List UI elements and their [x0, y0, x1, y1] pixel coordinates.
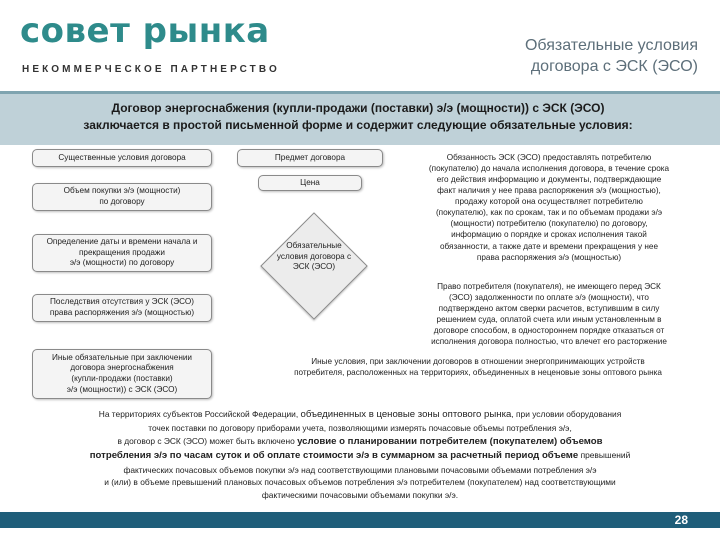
paragraph-line-2: точек поставки по договору приборами учета, позволяющими измерять почасовые объемы потребления э/э, [148, 423, 572, 434]
consequences-line-2: права распоряжения э/э (мощностью) [49, 308, 195, 317]
page-number: 28 [674, 513, 688, 527]
info-duty-text [398, 152, 700, 263]
page-title-line-1: Обязательные условия [524, 37, 698, 54]
paragraph-line-3 [20, 435, 700, 449]
page-title [378, 36, 698, 78]
other-required-line-3: (купли-продажи (поставки) [71, 374, 173, 383]
paragraph-line-5: фактических почасовых объемов покупки э/э над соответствующими плановыми почасовыми объемами потребления э/э [123, 464, 597, 475]
paragraph-line-7: фактическими почасовыми объемами покупки э/э. [261, 490, 459, 500]
info-duty-line-10: права распоряжения э/э (мощностью) [476, 252, 622, 262]
paragraph-line-3-a: в договор с ЭСК (ЭСО) может быть включено [117, 436, 298, 446]
paragraph-line-4-a: потребления э/э по часам суток и об оплате стоимости э/э в суммарном за расчетный период объеме [89, 450, 579, 462]
paragraph-line-1-a: На территориях субъектов Российской Федерации, [98, 409, 301, 419]
other-required-line-1: Иные обязательные при заключении [51, 352, 192, 362]
termination-line-5: договоре способом, в одностороннем порядке отказаться от [433, 326, 665, 336]
diamond-text [263, 241, 365, 273]
non-price-zone-line-1: Иные условия, при заключении договоров в отношении энергопринимающих устройств [311, 357, 645, 366]
termination-line-1: Право потребителя (покупателя), не имеющего перед ЭСК [437, 282, 661, 291]
central-diamond [261, 213, 367, 319]
other-required-line-4: э/э (мощности)) с ЭСК (ЭСО) [66, 384, 178, 394]
intro-text [18, 100, 698, 135]
volume-box [32, 183, 212, 211]
diamond-line-3: ЭСК (ЭСО) [292, 262, 336, 272]
price-zone-paragraph [20, 408, 700, 502]
paragraph-line-4-b: превышений [578, 450, 631, 461]
paragraph-line-1-b: объединенных в ценовые зоны оптового рынка [300, 409, 512, 420]
paragraph-line-1 [20, 408, 700, 422]
logo-subtitle: НЕКОММЕРЧЕСКОЕ ПАРТНЕРСТВО [22, 64, 280, 75]
date-time-line-1: Определение даты и времени начала и [46, 237, 198, 247]
footer-bar [0, 512, 720, 528]
date-time-box [32, 234, 212, 272]
consequences-line-1: Последствия отсутствия у ЭСК (ЭСО) [50, 297, 194, 307]
info-duty-line-3: его действия информацию и документы, подтверждающие [436, 175, 662, 185]
paragraph-line-6: и (или) в объеме превышений плановых почасовых объемов потребления э/э потребителем (покупателем) над соответствующими [104, 477, 616, 488]
consequences-box [32, 294, 212, 322]
non-price-zone-line-2: потребителя, расположенных на территориях, объединенных в неценовые зоны оптового рынка [294, 368, 662, 378]
price-label: Цена [300, 177, 320, 187]
info-duty-line-9: обязанности, а также дате и времени прекращения у нее [439, 241, 658, 251]
diamond-line-2: условия договора с [276, 251, 352, 261]
non-price-zone-text [248, 356, 708, 378]
page-title-line-2: договора с ЭСК (ЭСО) [530, 57, 698, 75]
essential-terms-box [32, 149, 212, 167]
info-duty-line-1: Обязанность ЭСК (ЭСО) предоставлять потребителю [446, 153, 652, 162]
subject-label: Предмет договора [274, 152, 346, 162]
intro-line-2: заключается в простой письменной форме и содержит следующие обязательные условия: [83, 118, 633, 133]
info-duty-line-4: факт наличия у нее права распоряжения э/э (мощностью), [437, 186, 661, 196]
info-duty-line-7: (мощности) потребителю (покупателю) по договору, [450, 219, 648, 229]
paragraph-line-4 [20, 449, 700, 463]
other-required-line-2: договора энергоснабжения [70, 363, 174, 373]
termination-line-4: решением суда, оплатой счета или иным установленным в [436, 315, 662, 325]
subject-box [237, 149, 383, 167]
logo-wordmark: совет рынка [20, 11, 270, 51]
other-required-box [32, 349, 212, 399]
info-duty-line-8: информацию о порядке и сроках исполнения такой [451, 230, 647, 240]
paragraph-line-3-b: условие о планировании потребителем (покупателем) объемов [297, 436, 603, 447]
diamond-line-1: Обязательные [286, 241, 342, 250]
termination-line-2: (ЭСО) задолженности по оплате э/э (мощности), что [449, 293, 649, 303]
info-duty-line-6: (покупателю), как по срокам, так и по объемам продажи э/э [435, 208, 663, 218]
volume-line-1: Объем покупки э/э (мощности) [63, 186, 181, 196]
essential-terms-label: Существенные условия договора [58, 152, 186, 162]
volume-line-2: по договору [99, 197, 145, 206]
termination-right-text [398, 281, 700, 347]
termination-line-6: исполнения договора полностью, что влечет его расторжение [431, 337, 667, 347]
date-time-line-3: э/э (мощности) по договору [69, 258, 175, 268]
termination-line-3: подтверждено актом сверки расчетов, вступившим в силу [438, 304, 660, 314]
info-duty-line-5: продажу которой она осуществляет потребителю [455, 197, 643, 207]
intro-line-1: Договор энергоснабжения (купли-продажи (поставки) э/э (мощности)) с ЭСК (ЭСО) [111, 101, 605, 115]
info-duty-line-2: (покупателю) до начала исполнения договора, в течение срока [428, 164, 670, 174]
date-time-line-2: прекращения продажи [79, 247, 165, 257]
price-box [258, 175, 362, 191]
paragraph-line-1-c: , при условии оборудования [511, 409, 622, 419]
